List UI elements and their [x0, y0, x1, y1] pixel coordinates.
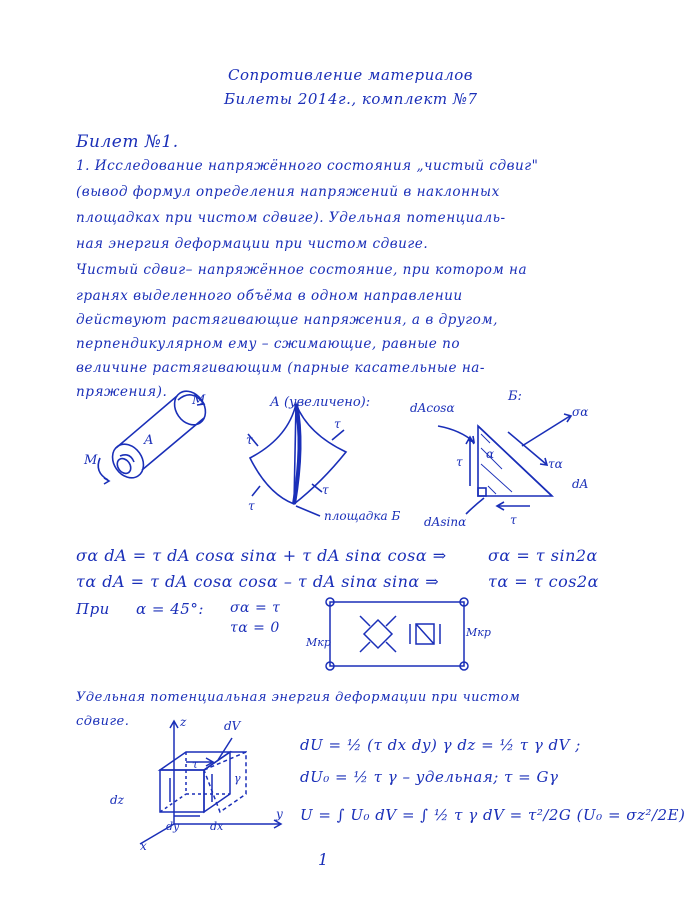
tau-symbol: τ — [322, 483, 329, 497]
definition-line: величине растягивающим (парные касательные на- — [76, 360, 486, 376]
tau-symbol: τ — [246, 433, 253, 447]
dx-label: dx — [210, 820, 224, 833]
definition-line: пряжения). — [76, 384, 168, 400]
tau-symbol: τ — [248, 499, 255, 513]
definition-line: гранях выделенного объёма в одном направлении — [76, 288, 463, 304]
formula-u: U = ∫ U₀ dV = ∫ ½ τ γ dV = τ²/2G (U₀ = σz²/2E) — [300, 806, 685, 824]
shaft-section-drawing — [306, 594, 491, 676]
definition-line: Чистый сдвиг– напряжённое состояние, при котором на — [76, 262, 528, 278]
tau-bottom-label: τ — [510, 513, 517, 527]
tau-cube-label: τ — [192, 758, 199, 771]
moment-bottom-label: M — [84, 453, 98, 468]
question-line: 1. Исследование напряжённого состояния „чистый сдвиг" — [76, 158, 539, 174]
tau-label: τ — [456, 455, 463, 469]
formula-du0: dU₀ = ½ τ γ – удельная; τ = Gγ — [300, 768, 559, 786]
result-tau-45: τα = 0 — [230, 620, 280, 636]
page-number: 1 — [318, 850, 329, 869]
energy-heading: Удельная потенциальная энергия деформации при чистом — [76, 690, 521, 705]
element-a-drawing — [248, 404, 346, 516]
definition-line: перпендикулярном ему – сжимающие, равные по — [76, 336, 461, 352]
at-angle: α = 45°: — [136, 600, 204, 618]
shear-figure — [60, 388, 620, 538]
ticket-label: Билет №1. — [76, 132, 179, 152]
axis-z-label: z — [180, 715, 187, 729]
definition-line: действуют растягивающие напряжения, а в другом, — [76, 312, 498, 328]
equation-sigma: σα dA = τ dA cosα sinα + τ dA sinα cosα ⇒ — [76, 546, 447, 565]
result-sigma-45: σα = τ — [230, 600, 281, 616]
equation-tau: τα dA = τ dA cosα cosα – τ dA sinα sinα ⇒ — [76, 572, 440, 591]
dacos-label: dAcosα — [410, 401, 455, 415]
energy-heading-cont: сдвиге. — [76, 714, 130, 729]
moment-top-label: M — [192, 393, 206, 408]
at-prefix: При — [76, 600, 110, 618]
result-tau: τα = τ cos2α — [488, 572, 599, 591]
label-b: Б: — [508, 389, 522, 404]
alpha-label: α — [486, 447, 495, 461]
question-line: ная энергия деформации при чистом сдвиге. — [76, 236, 429, 252]
question-line: (вывод формул определения напряжений в наклонных — [76, 184, 500, 200]
mkp-right-label: Mкр — [466, 626, 491, 639]
dz-label: dz — [110, 793, 125, 807]
dv-label: dV — [224, 719, 241, 733]
mkp-left-label: Mкр — [306, 636, 331, 649]
tau-symbol: τ — [334, 417, 341, 431]
result-sigma: σα = τ sin2α — [488, 546, 598, 565]
dy-label: dy — [166, 820, 180, 833]
sigma-label: σα — [572, 405, 589, 419]
ploshchadka-label: площадка Б — [324, 509, 401, 523]
formula-du: dU = ½ (τ dx dy) γ dz = ½ τ γ dV ; — [300, 736, 581, 754]
cube-figure — [100, 712, 300, 853]
page-subtitle: Билеты 2014г., комплект №7 — [224, 90, 478, 108]
axis-x-label: x — [140, 839, 147, 853]
gamma-label: γ — [234, 772, 241, 785]
question-line: площадках при чистом сдвиге). Удельная потенциаль- — [76, 210, 506, 226]
da-label: dA — [572, 477, 589, 491]
axis-y-label: y — [276, 807, 283, 821]
label-a-enlarged: А (увеличено): — [270, 395, 371, 410]
tau-alpha-label: τα — [548, 457, 563, 471]
page-title: Сопротивление материалов — [228, 66, 474, 84]
point-a-label: A — [144, 433, 154, 448]
dasin-label: dAsinα — [424, 515, 467, 529]
